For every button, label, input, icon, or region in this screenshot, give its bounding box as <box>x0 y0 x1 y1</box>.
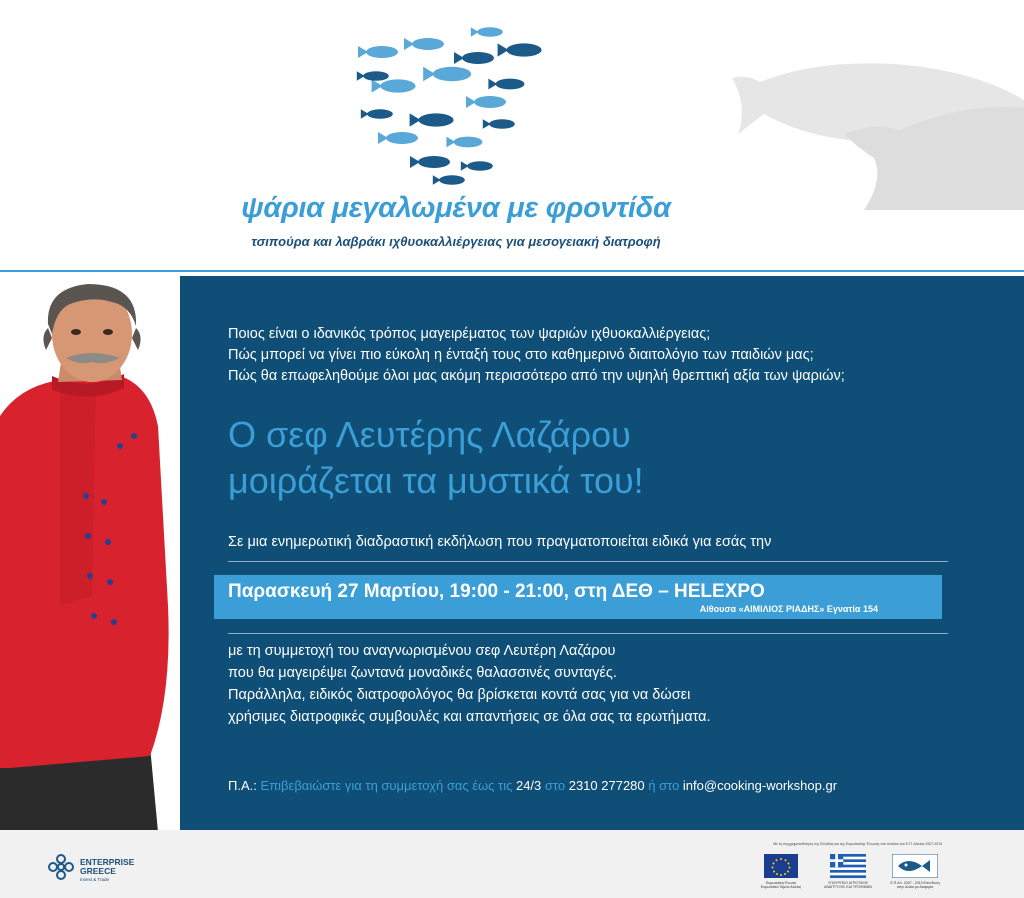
event-date-band <box>214 575 942 619</box>
chef-photo <box>0 276 180 832</box>
event-panel <box>180 276 1024 830</box>
footer <box>0 830 1024 898</box>
enterprise-greece-logo <box>46 852 76 882</box>
header <box>0 0 1024 272</box>
header-divider <box>0 270 1024 272</box>
campaign-title: ψάρια μεγαλωμένα με φροντίδα <box>241 192 671 224</box>
eu-flag-icon <box>764 854 798 878</box>
ministry-label: ΥΠΟΥΡΓΕΙΟ ΑΓΡΟΤΙΚΗΣ ΑΝΑΠΤΥΞΗΣ ΚΑΙ ΤΡΟΦΙΜΩΝ <box>824 881 872 889</box>
headline-line: μοιράζεται τα μυστικά του! <box>228 460 644 501</box>
intro-question: Ποιος είναι ο ιδανικός τρόπος μαγειρέματος των ψαριών ιχθυοκαλλιέργειας; <box>228 326 711 342</box>
divider <box>228 561 948 562</box>
intro-question: Πώς μπορεί να γίνει πιο εύκολη η ένταξή τους στο καθημερινό διαιτολόγιο των παιδιών μας; <box>228 347 814 363</box>
event-venue: Αίθουσα «ΑΙΜΙΛΙΟΣ ΡΙΑΔΗΣ» Εγνατία 154 <box>699 604 878 614</box>
rsvp-contact <box>228 778 837 793</box>
chef-illustration <box>0 276 180 832</box>
event-details <box>228 640 998 728</box>
eu-funding-caption: Με τη συγχρηματοδότηση της Ελλάδας και της Ευρωπαϊκής Ένωσης στο πλαίσιο του Ε.Π. Αλιείας 2007-2013 <box>773 842 942 846</box>
intro-question: Πώς θα επωφεληθούμε όλοι μας ακόμη περισσότερο από την υψηλή θρεπτική αξία των ψαριών; <box>228 368 845 384</box>
campaign-subtitle: τσιπούρα και λαβράκι ιχθυοκαλλιέργειας για μεσογειακή διατροφή <box>251 234 661 249</box>
eu-label: Ευρωπαϊκή Ένωση Ευρωπαϊκό Ταμείο Αλιείας <box>760 881 802 889</box>
event-lead: Σε μια ενημερωτική διαδραστική εκδήλωση που πραγματοποιείται ειδικά για εσάς την <box>228 534 772 550</box>
rsvp-email[interactable]: info@cooking-workshop.gr <box>682 778 838 793</box>
details-line: που θα μαγειρέψει ζωντανά μοναδικές θαλασσινές συνταγές. <box>228 665 617 681</box>
rsvp-text: ή στο <box>644 778 683 793</box>
headline-line: Ο σεφ Λευτέρης Λαζάρου <box>228 414 631 455</box>
espa-fish-logo <box>892 854 938 878</box>
intro-questions <box>228 324 998 387</box>
funding-logos <box>760 852 944 892</box>
fish-silhouette-icon <box>724 30 1024 210</box>
rsvp-phone[interactable]: 2310 277280 <box>568 778 645 793</box>
divider <box>228 633 948 634</box>
fish-heart-logo <box>340 14 560 190</box>
greek-flag-icon <box>830 854 866 878</box>
details-line: Παράλληλα, ειδικός διατροφολόγος θα βρίσκεται κοντά σας για να δώσει <box>228 687 691 703</box>
rsvp-text: στο <box>541 778 569 793</box>
enterprise-greece-name: ENTERPRISE GREECE <box>80 857 135 876</box>
headline <box>228 412 998 504</box>
espa-label: Ε.Π.ΑΛ. 2007 - 2013 Επένδυση στην Αλιεία με Αειφορία <box>890 881 940 889</box>
rsvp-prefix: Π.Α.: <box>228 778 257 793</box>
event-datetime: Παρασκευή 27 Μαρτίου, 19:00 - 21:00, στη ΔΕΘ – HELEXPO <box>228 581 765 602</box>
enterprise-greece-tagline: Invest & Trade <box>80 877 110 882</box>
rsvp-date: 24/3 <box>515 778 542 793</box>
rsvp-text: Επιβεβαιώστε για τη συμμετοχή σας έως τις <box>256 778 516 793</box>
details-line: χρήσιμες διατροφικές συμβουλές και απαντήσεις σε όλα σας τα ερωτήματα. <box>228 709 711 725</box>
details-line: με τη συμμετοχή του αναγνωρισμένου σεφ Λευτέρη Λαζάρου <box>228 643 616 659</box>
